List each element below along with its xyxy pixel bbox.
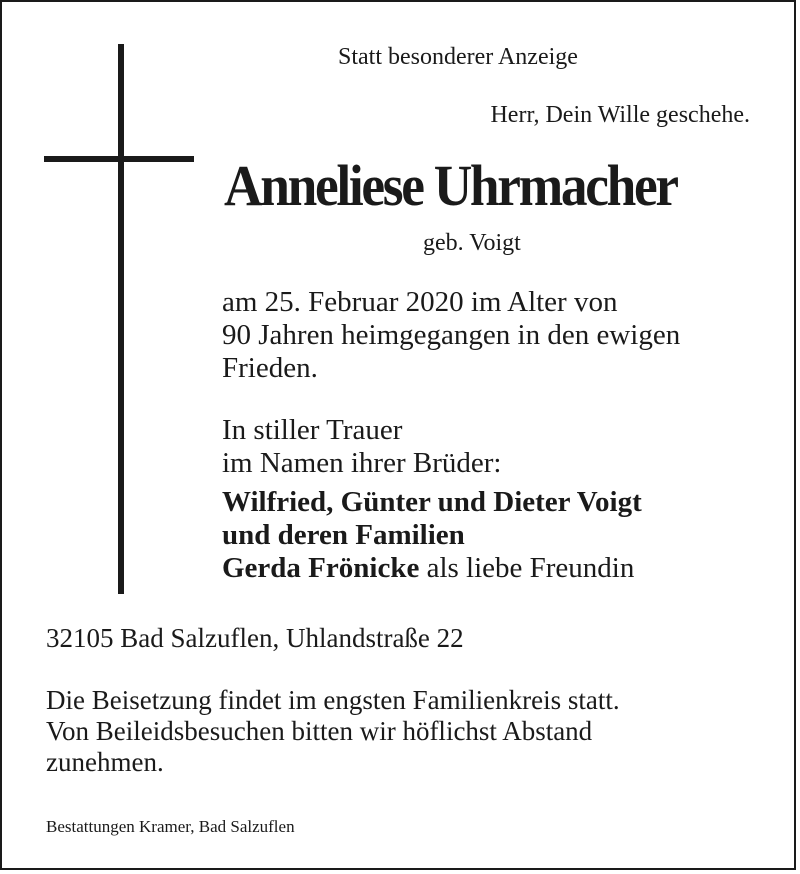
mourning-line: im Namen ihrer Brüder: [222,447,502,480]
maiden-name: geb. Voigt [423,230,521,256]
deceased-name: Anneliese Uhrmacher [224,153,677,218]
motto: Herr, Dein Wille geschehe. [490,102,750,128]
closing-line: zunehmen. [46,746,164,777]
funeral-note [46,685,620,777]
cross-bar [44,156,194,162]
cross-icon [118,44,124,594]
death-line: am 25. Februar 2020 im Alter von [222,286,618,318]
friend-line [222,552,642,585]
friend-name: Gerda Frönicke [222,552,420,585]
mourning-line: In stiller Trauer [222,414,403,446]
mourners-list [222,486,642,585]
family-line: Wilfried, Günter und Dieter Voigt [222,486,642,518]
death-line: Frieden. [222,352,318,385]
friend-role: als liebe Freundin [419,552,635,585]
notice-header: Statt besonderer Anzeige [338,44,578,70]
closing-line: Von Beileidsbesuchen bitten wir höflichst Abstand [46,715,593,746]
address: 32105 Bad Salzuflen, Uhlandstraße 22 [46,623,464,653]
closing-line: Die Beisetzung findet im engsten Familienkreis statt. [46,685,620,715]
death-line: 90 Jahren heimgegangen in den ewigen [222,319,681,352]
mourning-statement [222,414,501,480]
death-statement [222,286,680,385]
undertaker-credit: Bestattungen Kramer, Bad Salzuflen [46,817,295,836]
family-line: und deren Familien [222,519,465,552]
